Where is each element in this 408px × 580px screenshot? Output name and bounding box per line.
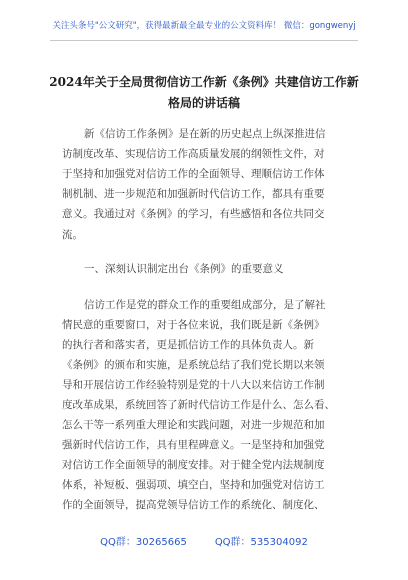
- body-line: 于坚持和加强党对信访工作的全面领导、理顺信访工作体: [62, 168, 325, 180]
- header-divider: [50, 40, 358, 41]
- body-line: 《条例》的颁布和实施，是系统总结了我们党长期以来领: [62, 359, 325, 371]
- body-line: 作的全面领导，提高党领导信访工作的系统化、制度化、: [62, 499, 325, 511]
- body-line: 导和开展信访工作经验特别是党的十八大以来信访工作制: [62, 379, 325, 391]
- body-line: 制机制、进一步规范和加强新时代信访工作，都具有重要: [62, 188, 325, 200]
- body-line: 强新时代信访工作，具有里程碑意义。一是坚持和加强党: [62, 439, 325, 451]
- body-line: 新《信访工作条例》是在新的历史起点上纵深推进信: [84, 128, 326, 140]
- body-line: 情民意的重要窗口，对于各位来说，我们既是新《条例》: [62, 319, 325, 331]
- body-line: 体系，补短板、强弱项、填空白，坚持和加强党对信访工: [62, 479, 325, 491]
- body-line: 怎么干等一系列重大理论和实践问题，对进一步规范和加: [62, 419, 325, 431]
- body-line: 度改革成果，系统回答了新时代信访工作是什么、怎么看、: [62, 399, 335, 411]
- body-line: 对信访工作全面领导的制度安排。对于健全党内法规制度: [62, 459, 325, 471]
- body-line: 流。: [62, 229, 83, 241]
- body-line: 意义。我通过对《条例》的学习，有些感悟和各位共同交: [62, 208, 325, 220]
- body-line: 的执行者和落实者，更是抓信访工作的具体负责人。新: [62, 339, 314, 351]
- footer-qq-group-1: QQ群：30265665: [100, 537, 187, 548]
- header-banner: 关注头条号"公文研究"，获得最新最全最专业的公文资料库！ 微信：gongwenyj: [52, 21, 356, 31]
- document-title-line-1: 2024年关于全局贯彻信访工作新《条例》共建信访工作新: [49, 75, 359, 89]
- section-heading: 一、深刻认识制定出台《条例》的重要意义: [84, 263, 284, 275]
- footer-contact: [0, 533, 408, 548]
- footer-qq-group-2: QQ群：535304092: [214, 537, 308, 548]
- body-line: 信访工作是党的群众工作的重要组成部分，是了解社: [84, 299, 326, 311]
- body-line: 访制度改革、实现信访工作高质量发展的纲领性文件，对: [62, 148, 325, 160]
- document-title-line-2: 格局的讲话稿: [167, 96, 240, 110]
